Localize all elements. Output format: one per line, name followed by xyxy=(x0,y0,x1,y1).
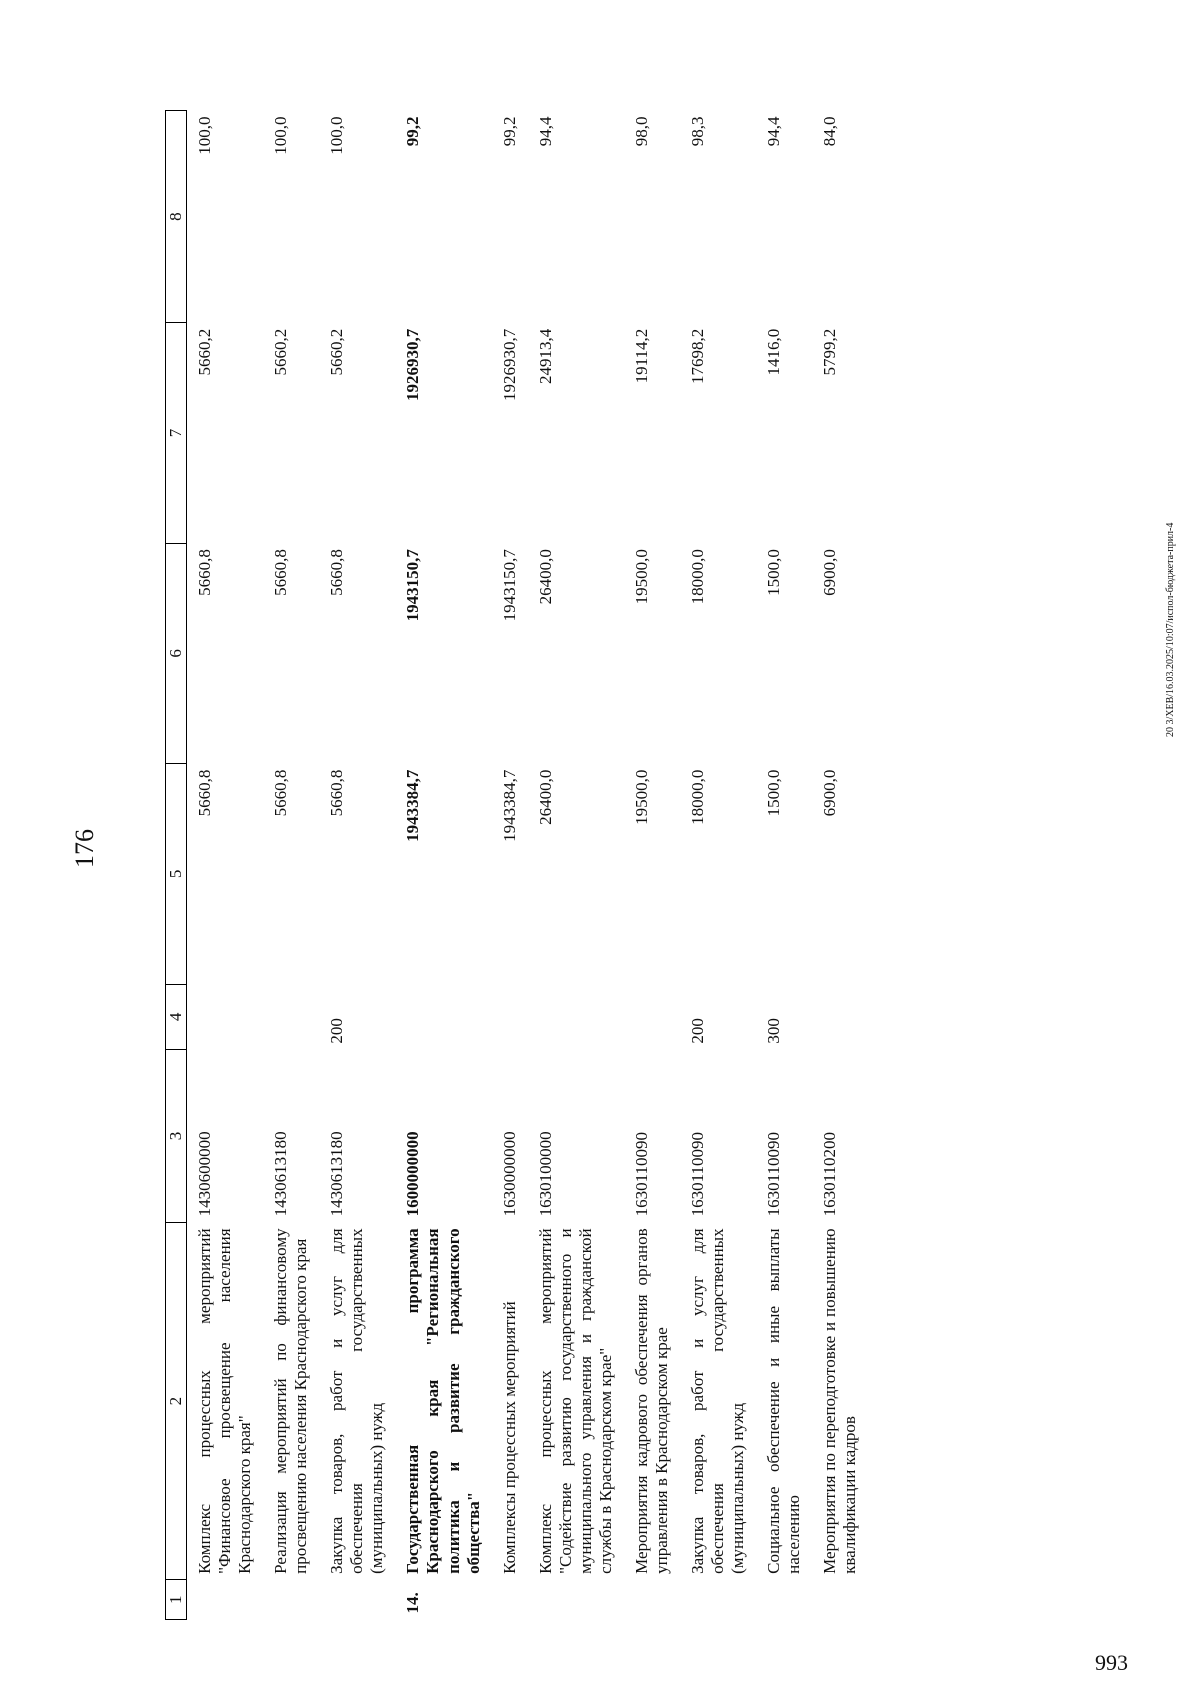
row-vr xyxy=(528,984,624,1050)
row-name: Реализация мероприятий по финансовому просвещению населения Краснодарского края xyxy=(271,1228,311,1574)
row-vr: 200 xyxy=(327,1018,347,1044)
row-code: 1430613180 xyxy=(327,1131,347,1217)
table-row xyxy=(492,111,528,1620)
row-col6: 1500,0 xyxy=(764,549,784,596)
row-col6: 6900,0 xyxy=(820,549,840,596)
row-code: 1630110090 xyxy=(687,1132,707,1217)
row-col5: 1943384,7 xyxy=(499,769,519,842)
row-col6: 1943150,7 xyxy=(499,549,519,622)
table-row xyxy=(319,111,395,1620)
row-col6: 1943150,7 xyxy=(403,549,423,622)
row-col6: 5660,8 xyxy=(327,549,347,596)
row-col8: 99,2 xyxy=(499,116,519,147)
row-code: 1600000000 xyxy=(403,1131,423,1217)
row-col5: 19500,0 xyxy=(631,769,651,825)
row-code: 1630000000 xyxy=(499,1131,519,1217)
row-number xyxy=(812,1580,868,1620)
row-number xyxy=(680,1580,756,1620)
row-col8: 100,0 xyxy=(271,116,291,155)
row-name: Комплексы процессных мероприятий xyxy=(499,1301,519,1574)
header-row xyxy=(166,111,187,1620)
row-col7: 17698,2 xyxy=(687,328,707,384)
row-vr: 200 xyxy=(687,1018,707,1044)
table-row xyxy=(187,111,264,1620)
row-name: Социальное обеспечение и иные выплаты населению xyxy=(764,1228,804,1574)
row-col5: 6900,0 xyxy=(820,769,840,817)
row-col6: 19500,0 xyxy=(631,549,651,605)
table-row xyxy=(756,111,812,1620)
table-row xyxy=(812,111,868,1620)
row-number: 14. xyxy=(403,1592,423,1614)
header-col-3: 3 xyxy=(166,1050,187,1223)
row-col7: 5799,2 xyxy=(820,328,840,376)
row-col8: 94,4 xyxy=(764,116,784,147)
row-col7: 5660,2 xyxy=(327,328,347,376)
row-name: Мероприятия по переподготовке и повышению квалификации кадров xyxy=(820,1228,860,1574)
table-row xyxy=(680,111,756,1620)
table-row xyxy=(263,111,319,1620)
footer-file-code: 20 3/ХЕВ/16.03.2025/10:07/испол-бюджета-прил-4 xyxy=(1165,522,1176,737)
row-vr xyxy=(187,984,264,1050)
row-vr xyxy=(263,984,319,1050)
page-number-bottom: 993 xyxy=(1095,1650,1128,1675)
row-col8: 94,4 xyxy=(535,116,555,147)
header-col-4: 4 xyxy=(166,984,187,1050)
row-name: Закупка товаров, работ и услуг для обеспечения государственных (муниципальных) нужд xyxy=(687,1228,748,1574)
row-col5: 18000,0 xyxy=(687,769,707,825)
row-code: 1630100000 xyxy=(535,1131,555,1217)
row-col7: 1416,0 xyxy=(764,328,784,376)
row-code: 1630110090 xyxy=(764,1132,784,1217)
row-col7: 1926930,7 xyxy=(403,328,423,401)
row-number xyxy=(492,1580,528,1620)
row-number xyxy=(263,1580,319,1620)
row-col7: 5660,2 xyxy=(195,328,215,376)
row-col8: 100,0 xyxy=(327,116,347,155)
row-col8: 98,0 xyxy=(631,116,651,147)
row-vr: 300 xyxy=(764,1018,784,1044)
row-col7: 5660,2 xyxy=(271,328,291,376)
header-col-6: 6 xyxy=(166,543,187,763)
row-name: Государственная программа Краснодарского края "Региональная политика и развитие гражданского общества" xyxy=(403,1228,483,1574)
row-col8: 84,0 xyxy=(820,116,840,147)
row-col8: 99,2 xyxy=(403,116,423,147)
header-col-1: 1 xyxy=(166,1580,187,1620)
row-col7: 24913,4 xyxy=(535,328,555,384)
row-vr xyxy=(492,984,528,1050)
table-row xyxy=(624,111,680,1620)
header-col-2: 2 xyxy=(166,1222,187,1580)
row-code: 1430600000 xyxy=(195,1131,215,1217)
row-number xyxy=(528,1580,624,1620)
row-col5: 5660,8 xyxy=(271,769,291,817)
row-col6: 5660,8 xyxy=(271,549,291,596)
header-col-8: 8 xyxy=(166,111,187,323)
row-number xyxy=(319,1580,395,1620)
row-code: 1630110200 xyxy=(820,1132,840,1217)
header-col-5: 5 xyxy=(166,764,187,984)
row-col8: 100,0 xyxy=(195,116,215,155)
row-col5: 1500,0 xyxy=(764,769,784,817)
row-name: Мероприятия кадрового обеспечения органов управления в Краснодарском крае xyxy=(631,1228,671,1574)
row-col5: 5660,8 xyxy=(195,769,215,817)
row-vr xyxy=(395,984,491,1050)
row-col8: 98,3 xyxy=(687,116,707,147)
row-col5: 1943384,7 xyxy=(403,769,423,842)
budget-table xyxy=(165,110,868,1620)
row-name: Закупка товаров, работ и услуг для обеспечения государственных (муниципальных) нужд xyxy=(327,1228,387,1574)
table-row-program xyxy=(395,111,491,1620)
row-number xyxy=(624,1580,680,1620)
row-code: 1430613180 xyxy=(271,1131,291,1217)
row-name: Комплекс процессных мероприятий "Финансовое просвещение населения Краснодарского края" xyxy=(195,1228,255,1574)
row-col5: 5660,8 xyxy=(327,769,347,817)
row-number xyxy=(756,1580,812,1620)
row-col5: 26400,0 xyxy=(535,769,555,825)
header-col-7: 7 xyxy=(166,323,187,543)
row-number xyxy=(187,1580,264,1620)
row-name: Комплекс процессных мероприятий "Содействие развитию государственного и муниципального управления и гражданской службы в Краснодарском крае" xyxy=(535,1228,615,1574)
row-col6: 5660,8 xyxy=(195,549,215,596)
row-col7: 19114,2 xyxy=(631,328,651,384)
row-col7: 1926930,7 xyxy=(499,328,519,401)
page-number-top: 176 xyxy=(70,829,99,868)
row-code: 1630110090 xyxy=(631,1132,651,1217)
row-vr xyxy=(624,984,680,1050)
table-row xyxy=(528,111,624,1620)
row-col6: 18000,0 xyxy=(687,549,707,605)
row-col6: 26400,0 xyxy=(535,549,555,605)
row-vr xyxy=(812,984,868,1050)
